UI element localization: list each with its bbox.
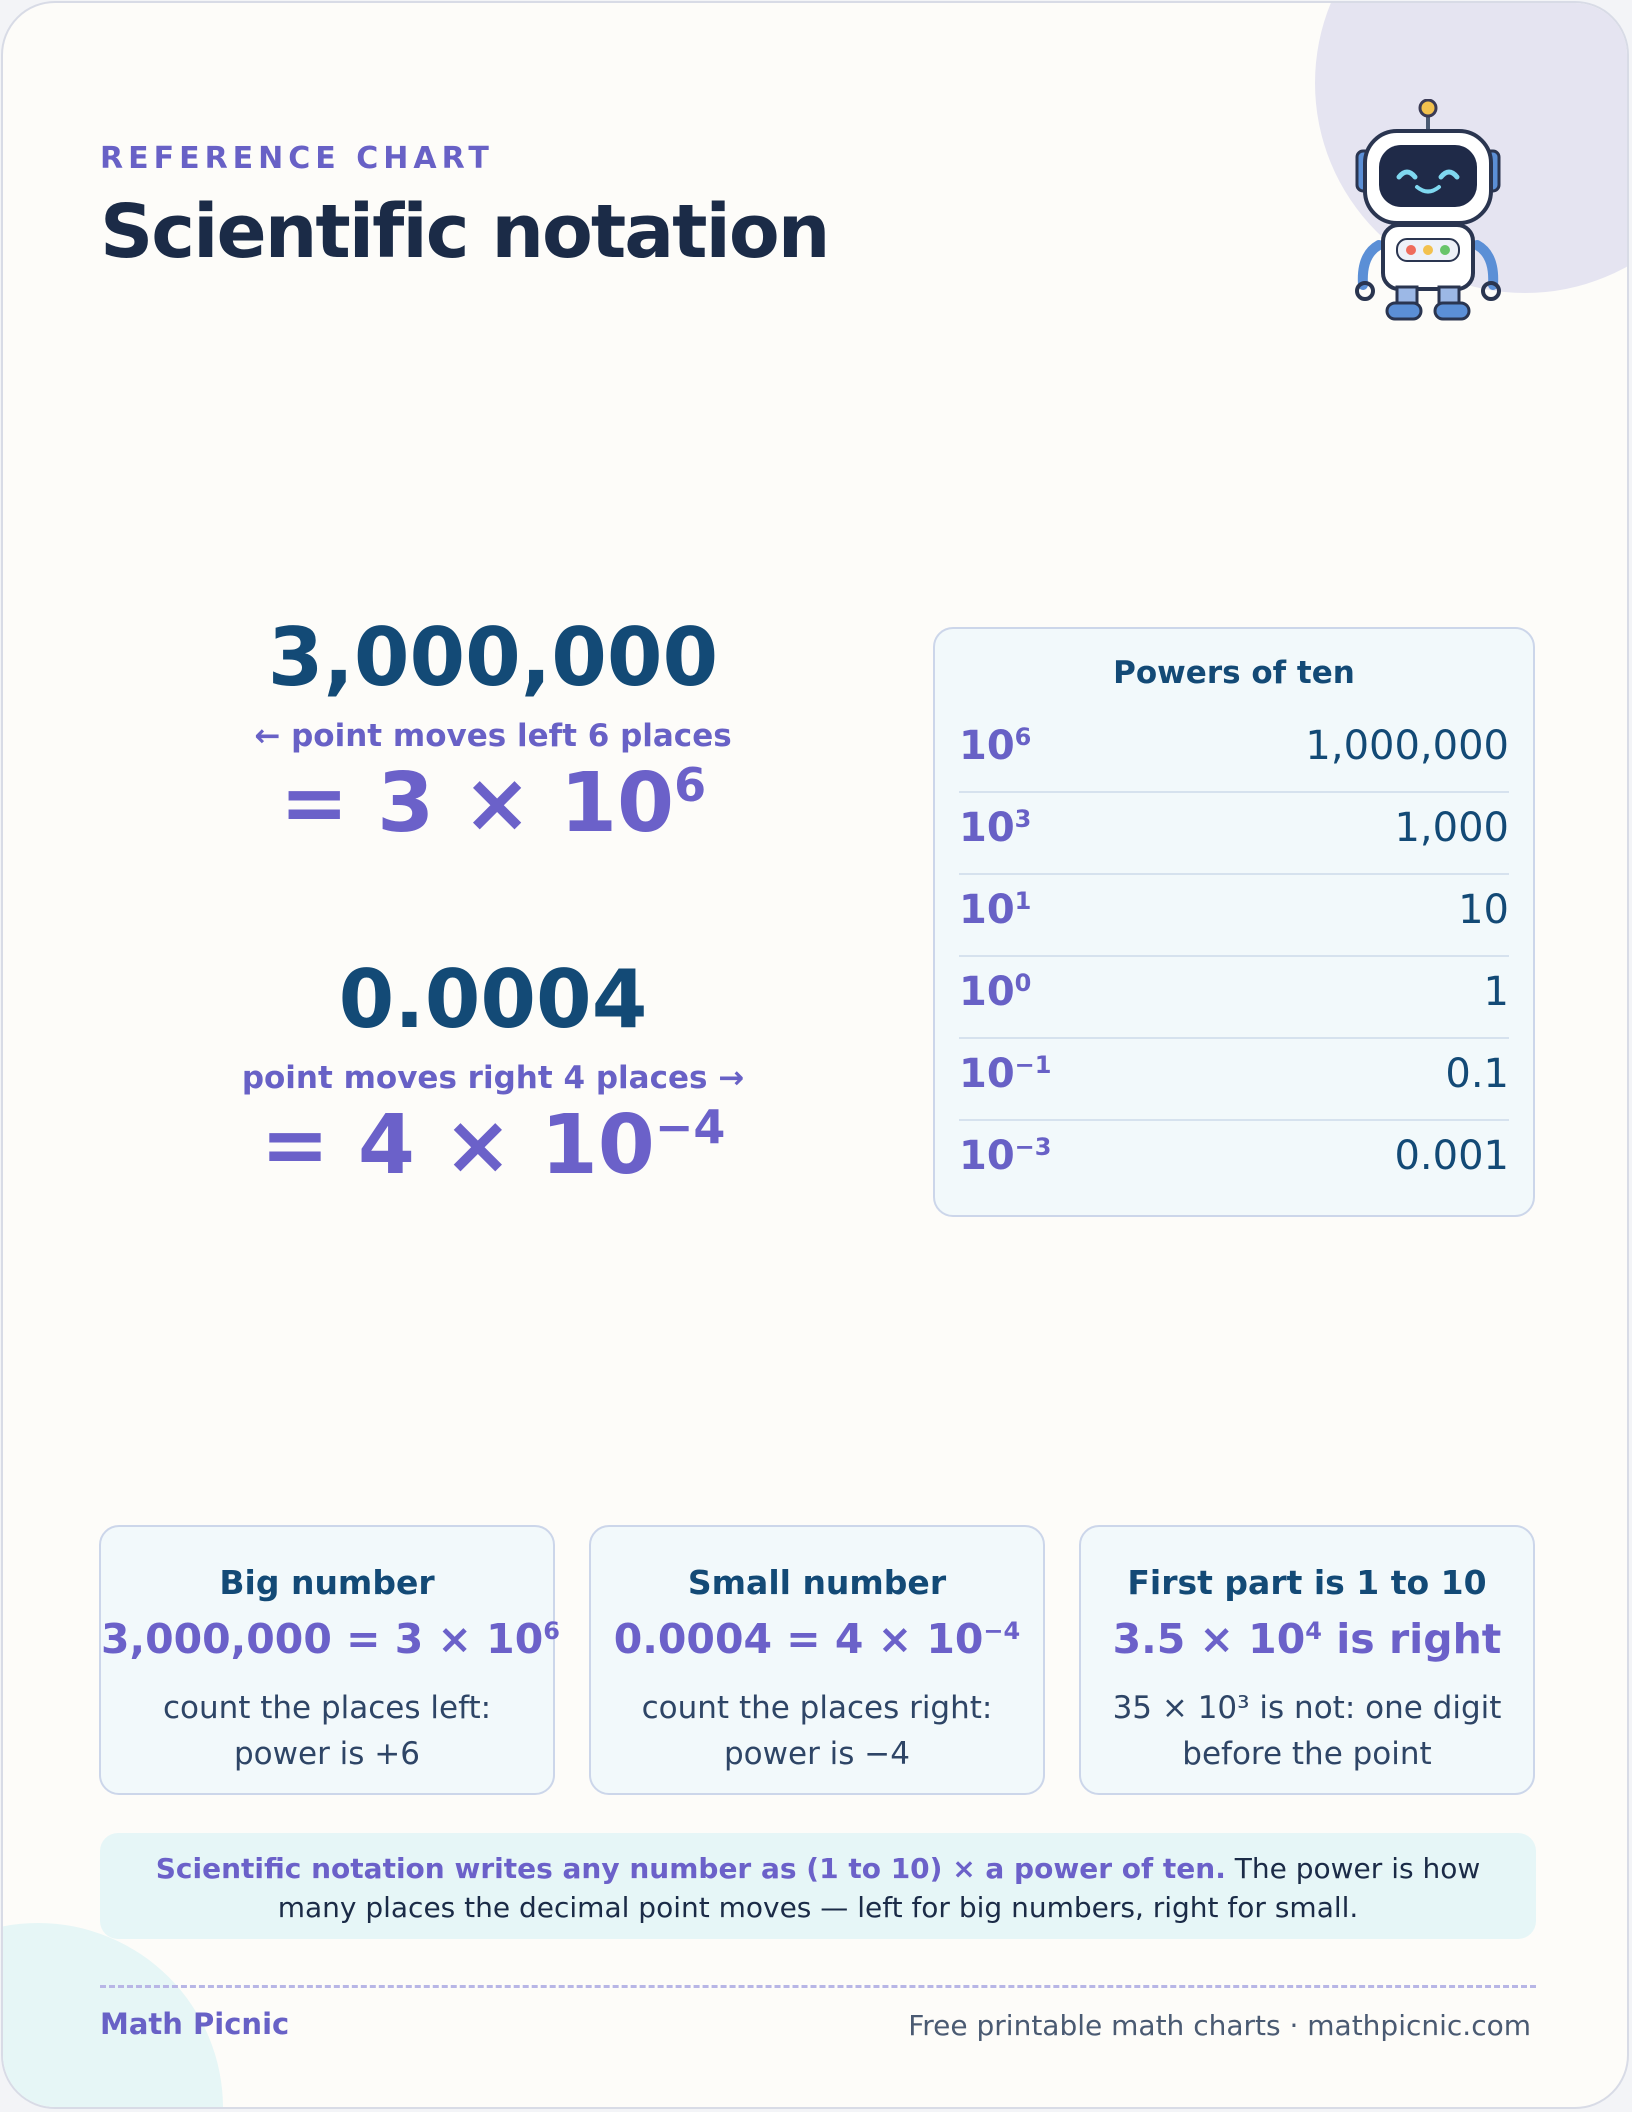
summary-callout (100, 1833, 1536, 1939)
power-value: 1,000,000 (1305, 723, 1509, 769)
power-value: 0.1 (1445, 1051, 1509, 1097)
result-base: = 3 × 10 (279, 756, 675, 851)
card-big-number (99, 1525, 560, 1795)
power-label: $10^1$ (959, 887, 1032, 933)
callout-bold: Scientific notation writes any number as (1 to 10) × a power of ten. (155, 1852, 1226, 1885)
example-note: ← point moves left 6 places (254, 718, 732, 754)
table-title: Powers of ten (1113, 655, 1355, 691)
example-result (163, 756, 823, 851)
page-title: Scientific notation (100, 189, 829, 275)
table-row (959, 1039, 1509, 1121)
example-number: 3,000,000 (267, 611, 719, 704)
example-small-number (163, 953, 823, 1193)
table-row (959, 957, 1509, 1039)
callout-text: The power is how many places the decimal point moves — left for big numbers, right for small. (277, 1852, 1481, 1924)
card-equation: $3,000,000 = 3 \times 10^6$ (101, 1615, 560, 1663)
card-equation: $0.0004 = 4 \times 10^{-4}$ (613, 1615, 1021, 1663)
table-row (959, 793, 1509, 875)
result-exponent: −4 (654, 1100, 726, 1154)
power-value: 1 (1483, 969, 1509, 1015)
example-result (163, 1098, 823, 1193)
card-small-number (589, 1525, 1045, 1795)
table-row (959, 1121, 1509, 1203)
card-heading: First part is 1 to 10 (1127, 1563, 1487, 1602)
footer-divider (100, 1985, 1536, 1988)
footer-site: Free printable math charts · mathpicnic.com (908, 2009, 1531, 2042)
footer-brand: Math Picnic (100, 2007, 290, 2041)
result-base: = 4 × 10 (260, 1098, 655, 1193)
example-number: 0.0004 (338, 953, 648, 1046)
example-note: point moves right 4 places → (241, 1060, 745, 1096)
eyebrow-label: REFERENCE CHART (100, 141, 494, 176)
power-value: 0.001 (1394, 1133, 1509, 1179)
card-description: count the places right: power is −4 (641, 1690, 993, 1772)
card-heading: Big number (219, 1563, 435, 1602)
power-label: $10^0$ (959, 969, 1032, 1015)
power-value: 1,000 (1394, 805, 1509, 851)
card-description: count the places left: power is +6 (162, 1690, 492, 1772)
power-label: $10^3$ (959, 805, 1032, 851)
table-row (959, 875, 1509, 957)
power-label: $10^6$ (959, 723, 1032, 769)
chart-page (1, 1, 1629, 2109)
power-label: $10^{-1}$ (959, 1051, 1052, 1097)
card-equation: $3.5 \times 10^4$ is right (1112, 1615, 1502, 1663)
robot-mascot-icon (1353, 99, 1503, 321)
card-first-part (1079, 1525, 1535, 1795)
powers-of-ten-table (933, 627, 1535, 1217)
power-label: $10^{-3}$ (959, 1133, 1052, 1179)
table-row (959, 711, 1509, 793)
result-exponent: 6 (674, 758, 707, 812)
card-heading: Small number (687, 1563, 947, 1602)
example-big-number (163, 611, 823, 851)
card-description: 35 × 10³ is not: one digit before the point (1112, 1690, 1502, 1772)
power-value: 10 (1458, 887, 1509, 933)
